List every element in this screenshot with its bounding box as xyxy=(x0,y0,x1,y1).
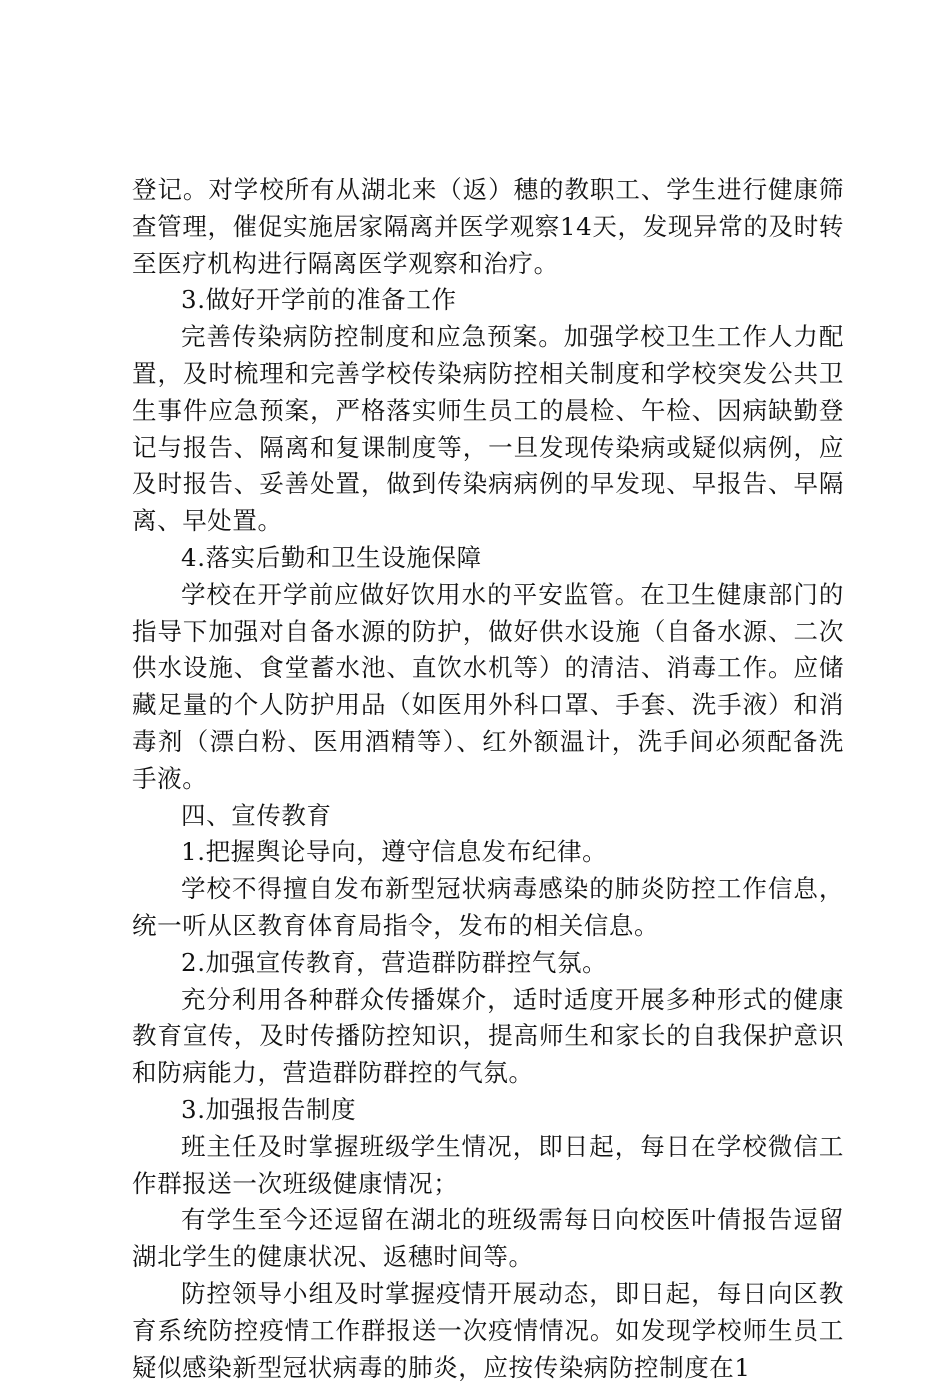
paragraph: 学校不得擅自发布新型冠状病毒感染的肺炎防控工作信息，统一听从区教育体育局指令，发布的相关信息。 xyxy=(132,874,844,940)
paragraph: 登记。对学校所有从湖北来（返）穗的教职工、学生进行健康筛查管理，催促实施居家隔离并医学观察14天，发现异常的及时转至医疗机构进行隔离医学观察和治疗。 xyxy=(132,175,844,278)
paragraph: 充分利用各种群众传播媒介，适时适度开展多种形式的健康教育宣传，及时传播防控知识，提高师生和家长的自我保护意识和防病能力，营造群防群控的气氛。 xyxy=(132,984,844,1088)
document-body xyxy=(132,172,844,1386)
chapter-heading: 四、宣传教育 xyxy=(181,800,332,830)
paragraph: 有学生至今还逗留在湖北的班级需每日向校医叶倩报告逗留湖北学生的健康状况、返穗时间等。 xyxy=(132,1205,844,1272)
section-heading: 4.落实后勤和卫生设施保障 xyxy=(181,542,482,572)
section-heading: 3.加强报告制度 xyxy=(181,1094,357,1124)
paragraph: 防控领导小组及时掌握疫情开展动态，即日起，每日向区教育系统防控疫情工作群报送一次疫情情况。如发现学校师生员工疑似感染新型冠状病毒的肺炎，应按传染病防控制度在1 xyxy=(132,1278,844,1382)
section-heading: 2.加强宣传教育，营造群防群控气氛。 xyxy=(181,947,608,977)
section-heading: 1.把握舆论导向，遵守信息发布纪律。 xyxy=(181,837,608,867)
paragraph: 学校在开学前应做好饮用水的平安监管。在卫生健康部门的指导下加强对自备水源的防护，做好供水设施（自备水源、二次供水设施、食堂蓄水池、直饮水机等）的清洁、消毒工作。应储藏足量的个人防护用品（如医用外科口罩、手套、洗手液）和消毒剂（漂白粉、医用酒精等）、红外额温计，洗手间必须配备洗手液。 xyxy=(132,579,844,793)
paragraph: 完善传染病防控制度和应急预案。加强学校卫生工作人力配置，及时梳理和完善学校传染病防控相关制度和学校突发公共卫生事件应急预案，严格落实师生员工的晨检、午检、因病缺勤登记与报告、隔离和复课制度等，一旦发现传染病或疑似病例，应及时报告、妥善处置，做到传染病病例的早发现、早报告、早隔离、早处置。 xyxy=(132,322,844,536)
paragraph: 班主任及时掌握班级学生情况，即日起，每日在学校微信工作群报送一次班级健康情况； xyxy=(132,1131,844,1198)
section-heading: 3.做好开学前的准备工作 xyxy=(181,285,457,315)
